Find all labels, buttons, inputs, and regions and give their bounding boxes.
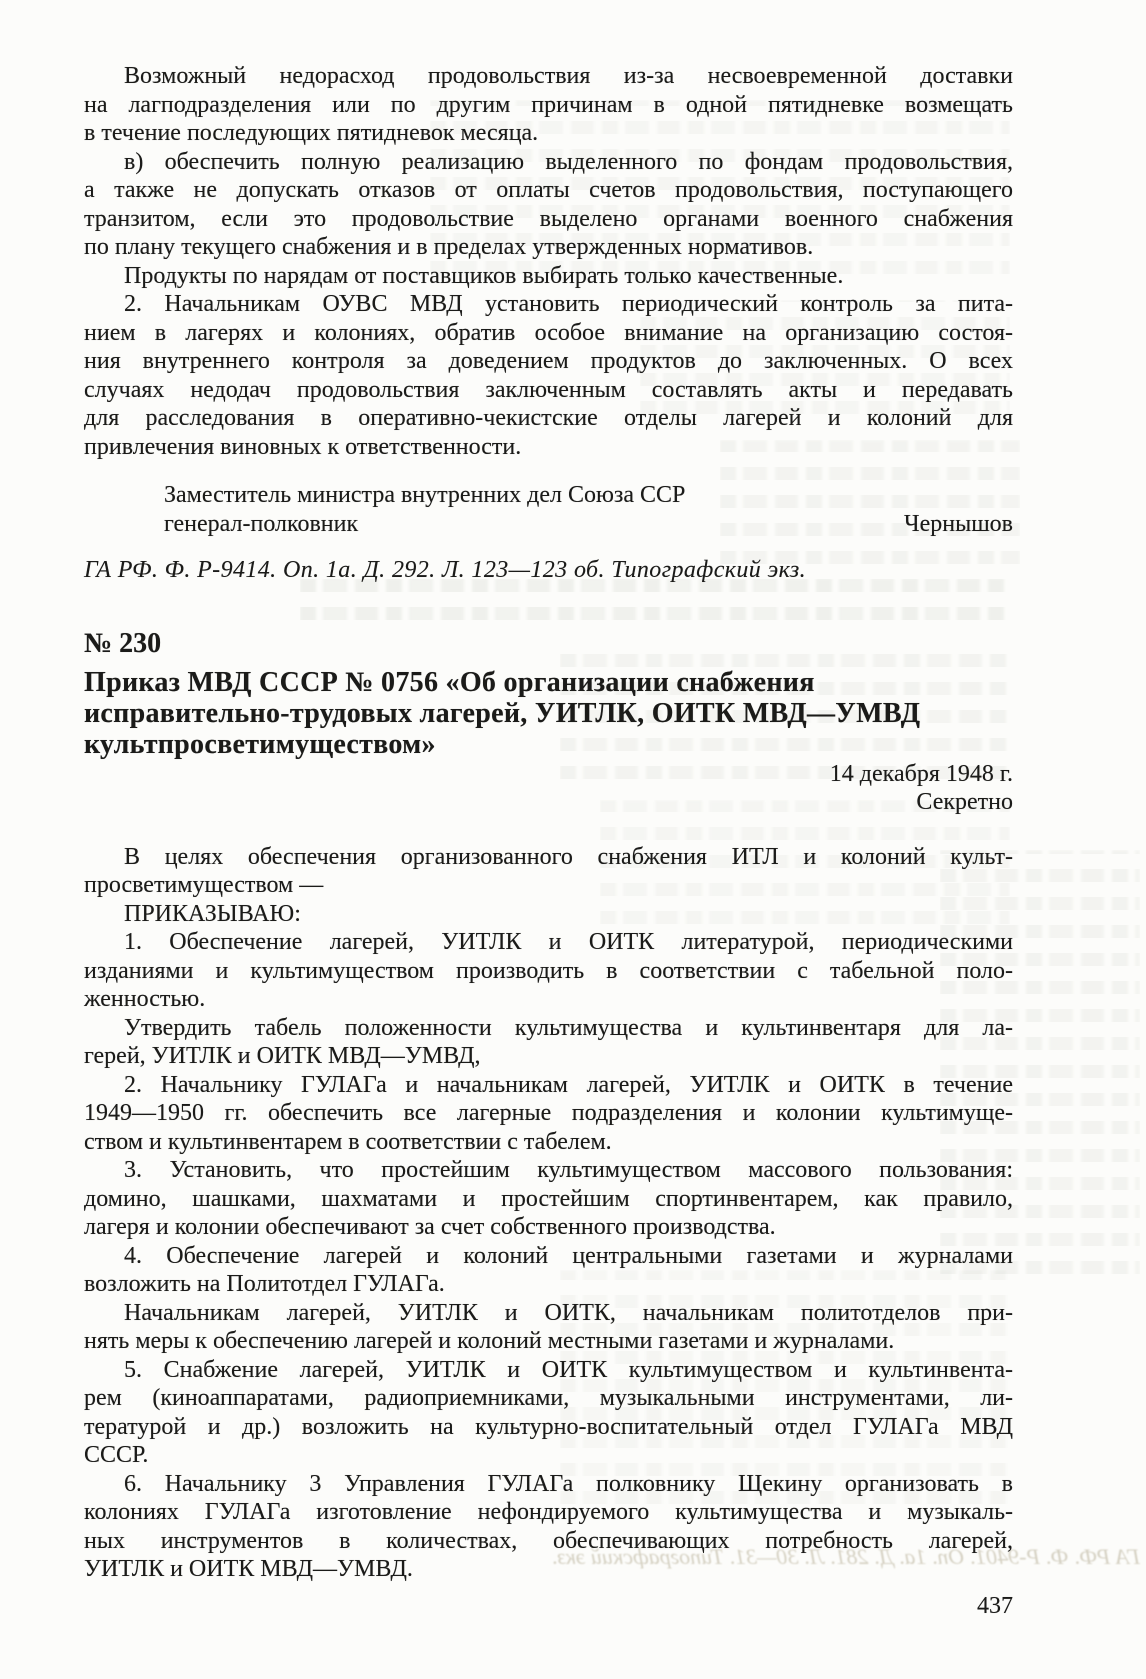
text-line: 6. Начальнику 3 Управления ГУЛАГа полковнику Щекину организовать в bbox=[124, 1470, 1013, 1497]
text-line: в) обеспечить полную реализацию выделенного по фондам продовольствия, bbox=[124, 148, 1013, 175]
text-line: а также не допускать отказов от оплаты счетов продовольствия, поступающего bbox=[84, 177, 1013, 203]
archive-reference: ГА РФ. Ф. Р-9414. Оп. 1а. Д. 292. Л. 123—123 об. Типографский экз. bbox=[84, 557, 807, 583]
text-line: нять меры к обеспечению лагерей и колоний местными газетами и журналами. bbox=[84, 1328, 895, 1354]
text-line: герей, УИТЛК и ОИТК МВД—УМВД, bbox=[84, 1043, 481, 1069]
text-line: на лагподразделения или по другим причинам в одной пятидневке возмещать bbox=[84, 91, 1013, 118]
text-line: просветимуществом — bbox=[84, 872, 324, 898]
text-line: В целях обеспечения организованного снабжения ИТЛ и колоний культ- bbox=[124, 843, 1013, 870]
signature-position: Заместитель министра внутренних дел Союза ССР bbox=[164, 482, 686, 508]
text-line: Продукты по нарядам от поставщиков выбирать только качественные. bbox=[124, 262, 844, 289]
text-line: ных инструментов в количествах, обеспечивающих потребность лагерей, bbox=[84, 1527, 1013, 1554]
signature-row bbox=[84, 510, 1013, 539]
text-line: 4. Обеспечение лагерей и колоний центральными газетами и журналами bbox=[124, 1242, 1013, 1269]
text-line: 2. Начальникам ОУВС МВД установить периодический контроль за пита- bbox=[124, 291, 1013, 317]
text-line: ния внутреннего контроля за доведением продуктов до заключенных. О всех bbox=[84, 348, 1013, 374]
text-line: в течение последующих пятидневок месяца. bbox=[84, 120, 539, 146]
page-number: 437 bbox=[977, 1593, 1013, 1619]
text-line: рем (киноаппаратами, радиоприемниками, музыкальными инструментами, ли- bbox=[84, 1385, 1013, 1411]
text-line: привлечения виновных к ответственности. bbox=[84, 433, 522, 460]
text-line: 1. Обеспечение лагерей, УИТЛК и ОИТК литературой, периодическими bbox=[124, 929, 1013, 955]
classification-stamp: Секретно bbox=[916, 789, 1013, 815]
text-line: лагеря и колонии обеспечивают за счет собственного производства. bbox=[84, 1214, 776, 1240]
text-line: домино, шашками, шахматами и простейшим спортинвентарем, как правило, bbox=[84, 1185, 1013, 1212]
text-line: транзитом, если это продовольствие выделено органами военного снабжения bbox=[84, 205, 1013, 232]
text-line: УИТЛК и ОИТК МВД—УМВД. bbox=[84, 1556, 413, 1582]
document-date: 14 декабря 1948 г. bbox=[829, 760, 1013, 787]
text-line: Утвердить табель положенности культимущества и культинвентаря для ла- bbox=[124, 1014, 1013, 1041]
text-line: СССР. bbox=[84, 1442, 149, 1468]
text-line: Начальникам лагерей, УИТЛК и ОИТК, начальникам политотделов при- bbox=[124, 1299, 1013, 1326]
text-line: женностью. bbox=[84, 986, 206, 1012]
document-title bbox=[84, 667, 1013, 760]
order-body bbox=[84, 843, 1013, 1584]
text-column bbox=[84, 62, 1013, 1584]
text-line: Возможный недорасход продовольствия из-за несвоевременной доставки bbox=[124, 63, 1013, 89]
text-line: случаях недодач продовольствия заключенным составлять акты и передавать bbox=[84, 376, 1013, 403]
title-line: Приказ МВД СССР № 0756 «Об организации снабжения bbox=[84, 666, 815, 698]
text-line: колониях ГУЛАГа изготовление нефондируемого культимущества и музыкаль- bbox=[84, 1499, 1013, 1525]
text-line: 2. Начальнику ГУЛАГа и начальникам лагерей, УИТЛК и ОИТК в течение bbox=[124, 1071, 1013, 1098]
title-line: культпросветимуществом» bbox=[84, 728, 436, 760]
signature-rank: генерал-полковник bbox=[164, 510, 359, 537]
text-line: 3. Установить, что простейшим культимуществом массового пользования: bbox=[124, 1157, 1013, 1183]
bleedthrough-archive-reference: ГА РФ. Ф. Р-9401. Оп. 1а. Д. 281. Л. 30—31. Типографский экз. bbox=[551, 1544, 1140, 1569]
text-line: 1949—1950 гг. обеспечить все лагерные подразделения и колонии культимуще- bbox=[84, 1100, 1013, 1126]
text-line: по плану текущего снабжения и в пределах утвержденных нормативов. bbox=[84, 234, 814, 260]
signature-name: Чернышов bbox=[903, 510, 1013, 537]
text-line: нием в лагерях и колониях, обратив особое внимание на организацию состоя- bbox=[84, 319, 1013, 346]
text-line: ством и культинвентарем в соответствии с табелем. bbox=[84, 1128, 612, 1155]
signature-block bbox=[84, 481, 1013, 538]
text-line: 5. Снабжение лагерей, УИТЛК и ОИТК культимуществом и культинвента- bbox=[124, 1356, 1013, 1383]
document-number: № 230 bbox=[84, 627, 162, 659]
text-line: тературой и др.) возложить на культурно-воспитательный отдел ГУЛАГа МВД bbox=[84, 1413, 1013, 1440]
title-line: исправительно-трудовых лагерей, УИТЛК, ОИТК МВД—УМВД bbox=[84, 697, 921, 729]
text-line: для расследования в оперативно-чекистские отделы лагерей и колоний для bbox=[84, 405, 1013, 431]
document-230 bbox=[84, 629, 1013, 1584]
document-229-ending bbox=[84, 62, 1013, 585]
text-line: изданиями и культимуществом производить в соответствии с табельной поло- bbox=[84, 957, 1013, 984]
text-line: ПРИКАЗЫВАЮ: bbox=[124, 900, 301, 927]
text-line: возложить на Политотдел ГУЛАГа. bbox=[84, 1271, 445, 1297]
